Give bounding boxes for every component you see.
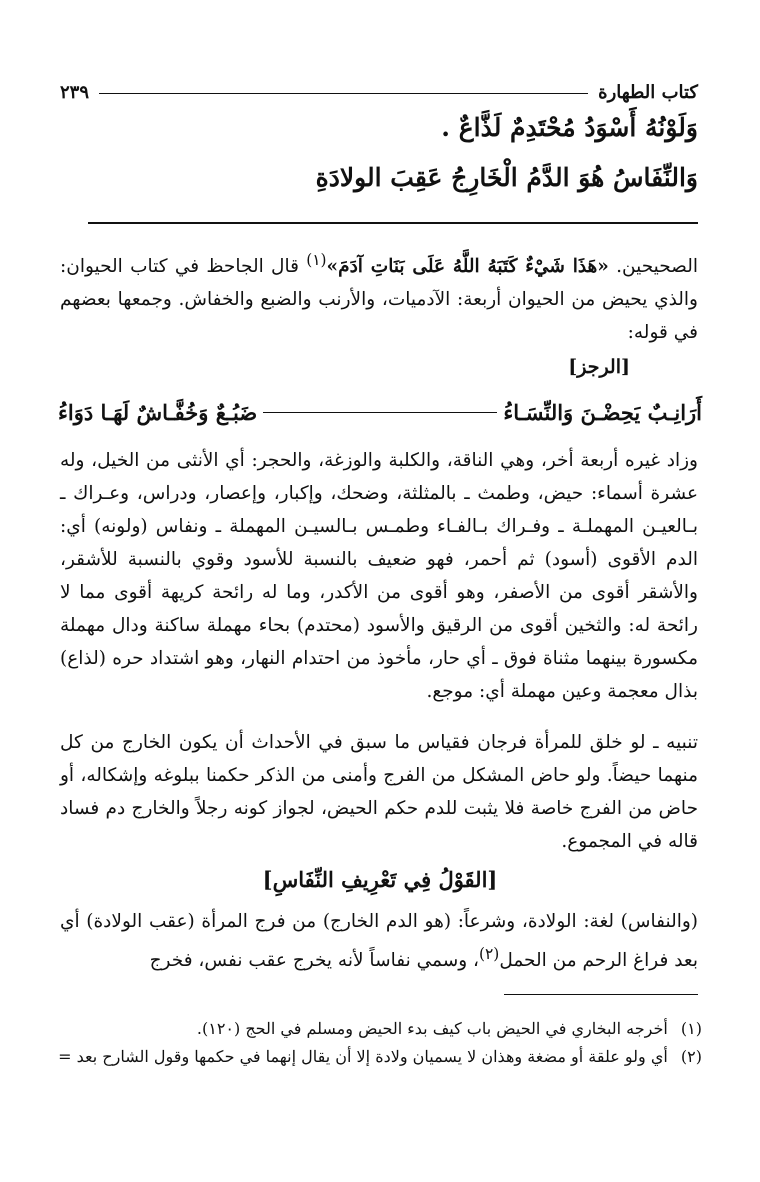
footnote-ref-2[interactable]: (٢) bbox=[479, 945, 500, 963]
footnote-1 bbox=[56, 1018, 702, 1040]
footnote-2-number: (٢) bbox=[680, 1047, 702, 1066]
matn-line-1: وَلَوْنُهُ أَسْوَدُ مُحْتَدِمٌ لَذَّاعٌ . bbox=[441, 113, 698, 142]
header-rule bbox=[99, 93, 588, 94]
commentary-paragraph-4 bbox=[60, 905, 698, 977]
p1-start: الصحيحين. bbox=[616, 256, 699, 278]
footnote-separator bbox=[504, 994, 698, 995]
page-number: ٢٣٩ bbox=[60, 81, 90, 103]
chapter-title: كتاب الطهارة bbox=[598, 81, 698, 103]
footnote-1-text: أخرجه البخاري في الحيض باب كيف بدء الحيض ومسلم في الحج (١٢٠). bbox=[196, 1019, 668, 1038]
commentary-paragraph-3: تنبيه ـ لو خلق للمرأة فرجان فقياس ما سبق في الأحداث أن يكون الخارج من كل منهما حيضاً. ولو حاض المشكل من الفرج وأمنى من الذكر حكمنا ببلوغه وإشكاله، أو حاض من الفرج خاصة فلا يثبت للدم حكم الحيض، لجواز كونه رجلاً والخارج دم فساد قاله في المجموع. bbox=[60, 732, 698, 852]
p1-rest: قال الجاحظ في كتاب الحيوان: والذي يحيض من الحيوان أربعة: الآدميات، والأرنب والضبع والخفاش. وجمعها بعضهم في قوله: bbox=[60, 256, 698, 344]
hadith-quote: «هَذَا شَيْءٌ كَتَبَهُ اللَّهُ عَلَى بَنَاتِ آدَمَ» bbox=[326, 256, 609, 278]
verse-hemistich-2: ضَبُـعٌ وَخُفَّـاشٌ لَهَـا دَوَاءُ bbox=[58, 399, 258, 425]
verse-hemistich-1: أَرَانِـبٌ يَحِضْـنَ وَالنِّسَـاءُ bbox=[503, 399, 702, 425]
verse-meter-label: [الرجز] bbox=[568, 356, 630, 378]
p4-part-b: ، وسمي نفاساً لأنه يخرج عقب نفس، فخرج bbox=[149, 950, 479, 972]
verse-line bbox=[58, 392, 702, 432]
footnote-2 bbox=[56, 1046, 702, 1068]
running-head bbox=[60, 78, 698, 106]
footnote-2-text: أي ولو علقة أو مضغة وهذان لا يسميان ولادة إلا أن يقال إنهما في حكمها وقول الشارح بعد = bbox=[58, 1047, 668, 1066]
section-heading: [القَوْلُ فِي تَعْرِيفِ النِّفَاسِ] bbox=[262, 867, 498, 892]
commentary-paragraph-1 bbox=[60, 244, 698, 349]
verse-gap bbox=[263, 412, 497, 413]
commentary-paragraph-2: وزاد غيره أربعة أخر، وهي الناقة، والكلبة والوزغة، والحجر: أي الأنثى من الخيل، وله عشرة أسماء: حيض، وطمث ـ بالمثلثة، وضحك، وإكبار، وإعصار، ودراس، وعـراك ـ بـالعيـن المهملـة ـ وفـراك بـالفـاء وطمـس بـالسيـن المهملة ـ ونفاس (ولونه) أي: الدم الأقوى (أسود) ثم أحمر، فهو ضعيف بالنسبة للأسود وقوي بالنسبة للأشقر، والأشقر أقوى من الأصفر، وهو أقوى من الأكدر، وما له رائحة كريهة أقوى مما لا رائحة له: والثخين أقوى من الرقيق والأسود (محتدم) بحاء مهملة ساكنة ودال مهملة مكسورة بينهما مثناة فوق ـ أي حار، مأخوذ من احتدام النهار، وهو اشتداد حره (لذاع) بذال معجمة وعين مهملة أي: موجع. bbox=[60, 450, 698, 702]
footnote-ref-1[interactable]: (١) bbox=[306, 251, 327, 269]
matn-line-2: وَالنِّفَاسُ هُوَ الدَّمُ الْخَارِجُ عَقِبَ الولادَةِ bbox=[315, 163, 698, 192]
matn-separator-rule bbox=[88, 222, 698, 224]
p4-part-a: (والنفاس) لغة: الولادة، وشرعاً: (هو الدم الخارج) من فرج المرأة (عقب الولادة) أي بعد فراغ الرحم من الحمل bbox=[60, 911, 698, 972]
footnote-1-number: (١) bbox=[680, 1019, 702, 1038]
